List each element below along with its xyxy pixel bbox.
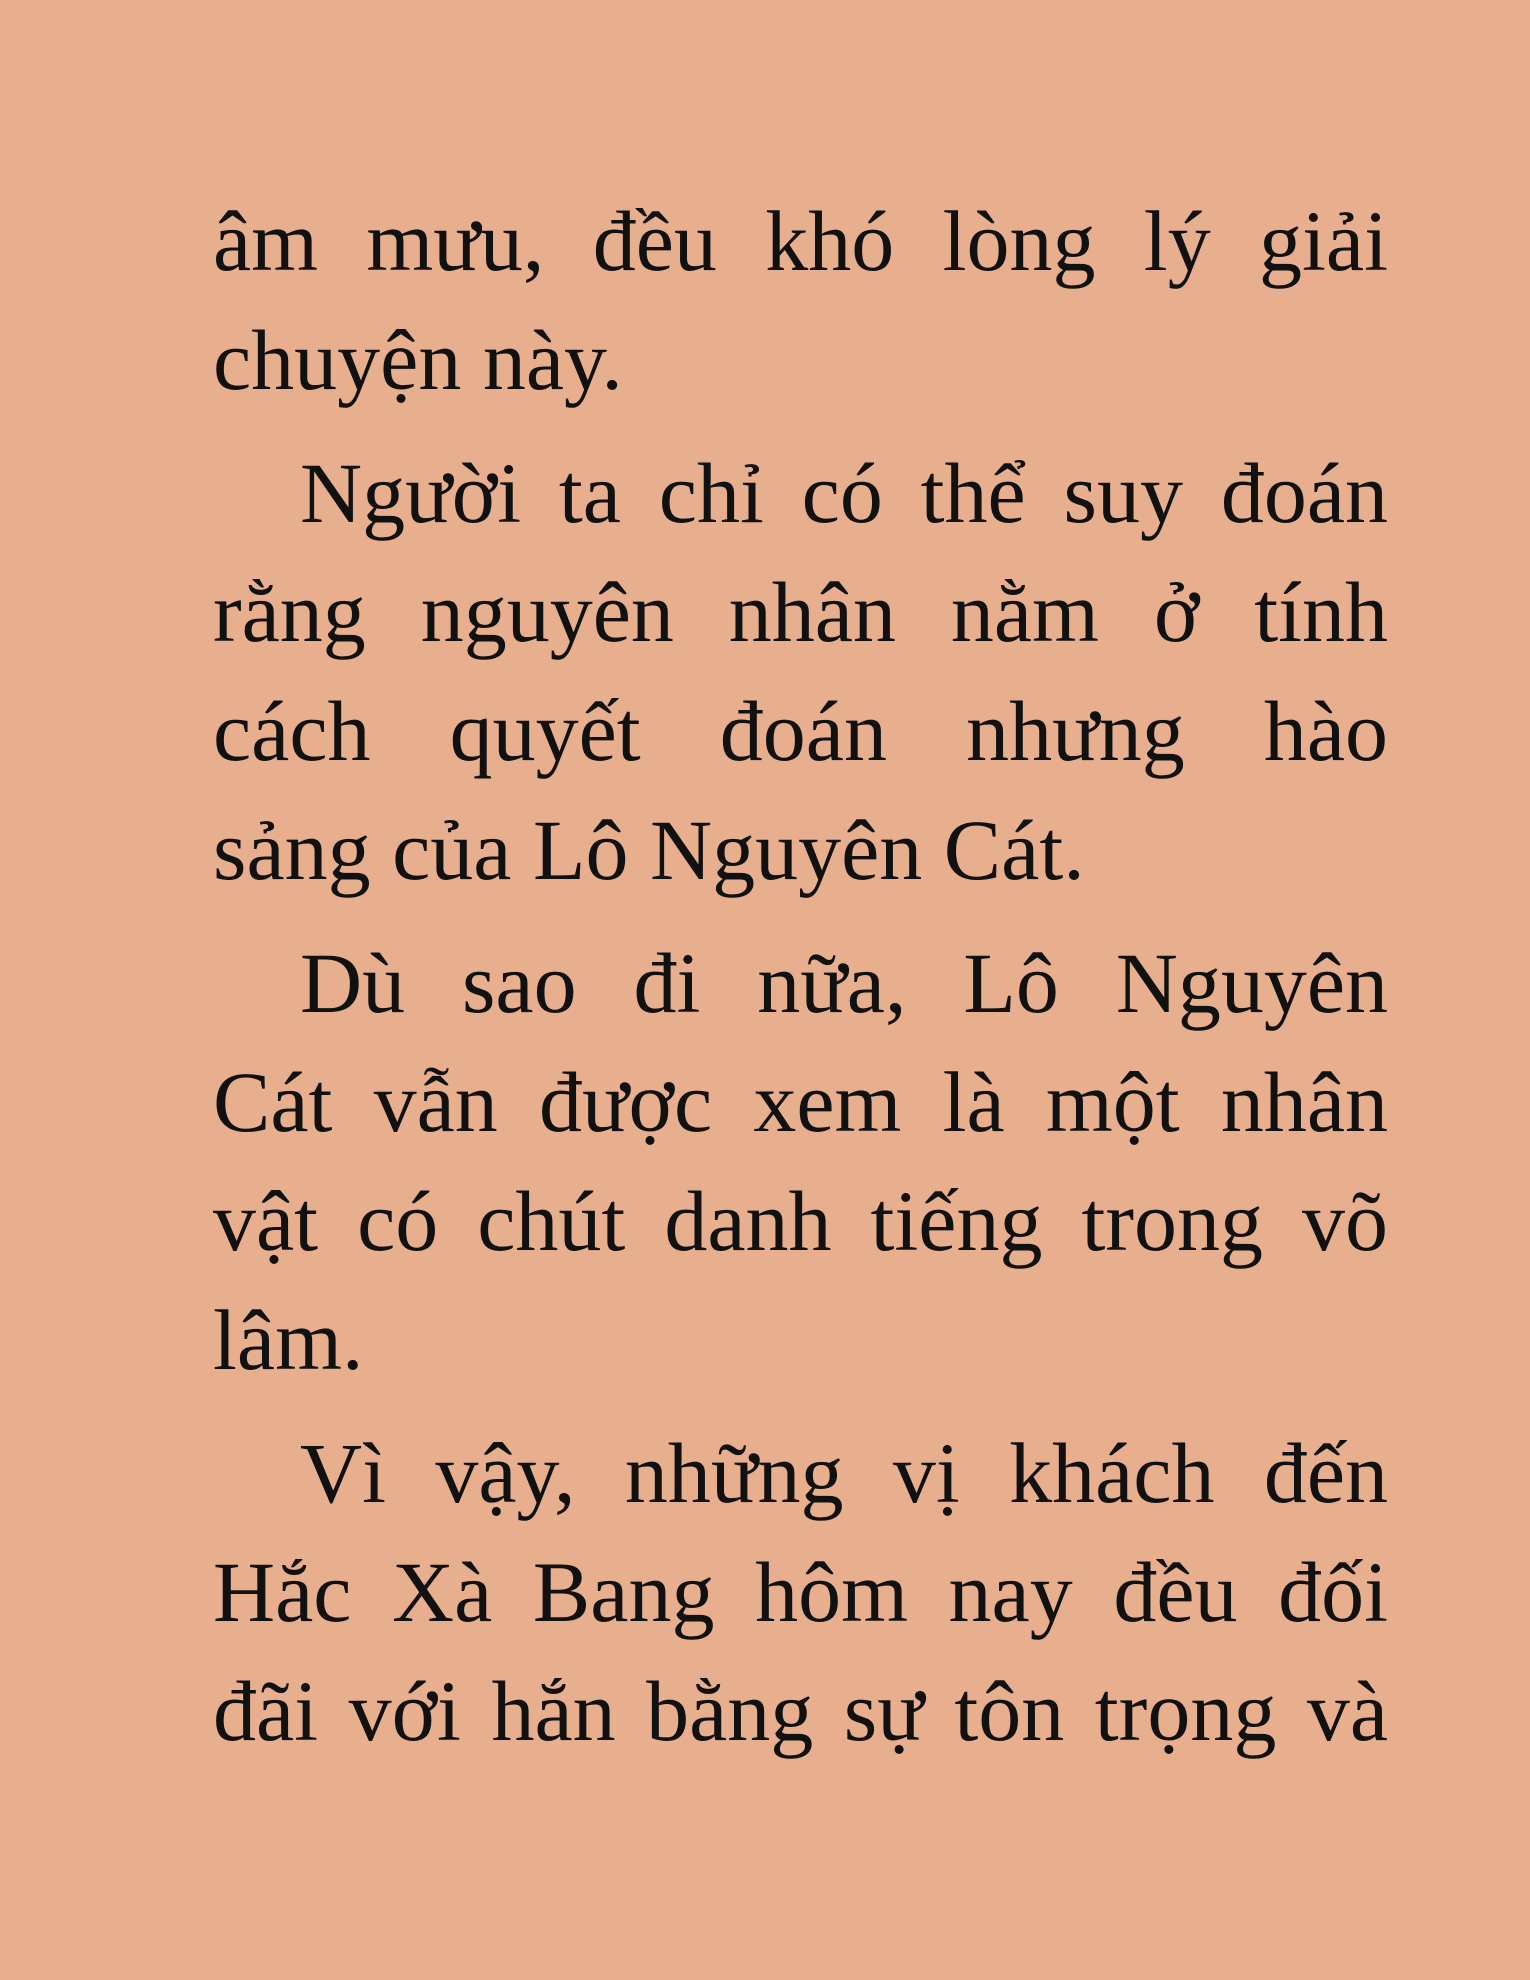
story-text [213, 182, 1388, 1771]
text-line: Người ta chỉ có thể suy đoán [300, 445, 1388, 541]
text-line: Cát vẫn được xem là một nhân [213, 1054, 1388, 1150]
text-line: Vì vậy, những vị khách đến [300, 1425, 1388, 1521]
text-line: lâm. [213, 1292, 364, 1388]
paragraph [213, 924, 1388, 1400]
paragraph [213, 182, 1388, 420]
text-line: âm mưu, đều khó lòng lý giải [213, 193, 1388, 289]
text-line: cách quyết đoán nhưng hào [213, 683, 1388, 779]
text-line: chuyện này. [213, 312, 623, 408]
text-line: vật có chút danh tiếng trong võ [213, 1173, 1388, 1269]
paragraph [213, 434, 1388, 910]
text-line: sảng của Lô Nguyên Cát. [213, 802, 1085, 898]
paragraph [213, 1414, 1388, 1771]
text-line: đãi với hắn bằng sự tôn trọng và [213, 1663, 1388, 1759]
text-line: Dù sao đi nữa, Lô Nguyên [300, 935, 1388, 1031]
text-line: rằng nguyên nhân nằm ở tính [213, 564, 1388, 660]
text-line: Hắc Xà Bang hôm nay đều đối [213, 1544, 1388, 1640]
